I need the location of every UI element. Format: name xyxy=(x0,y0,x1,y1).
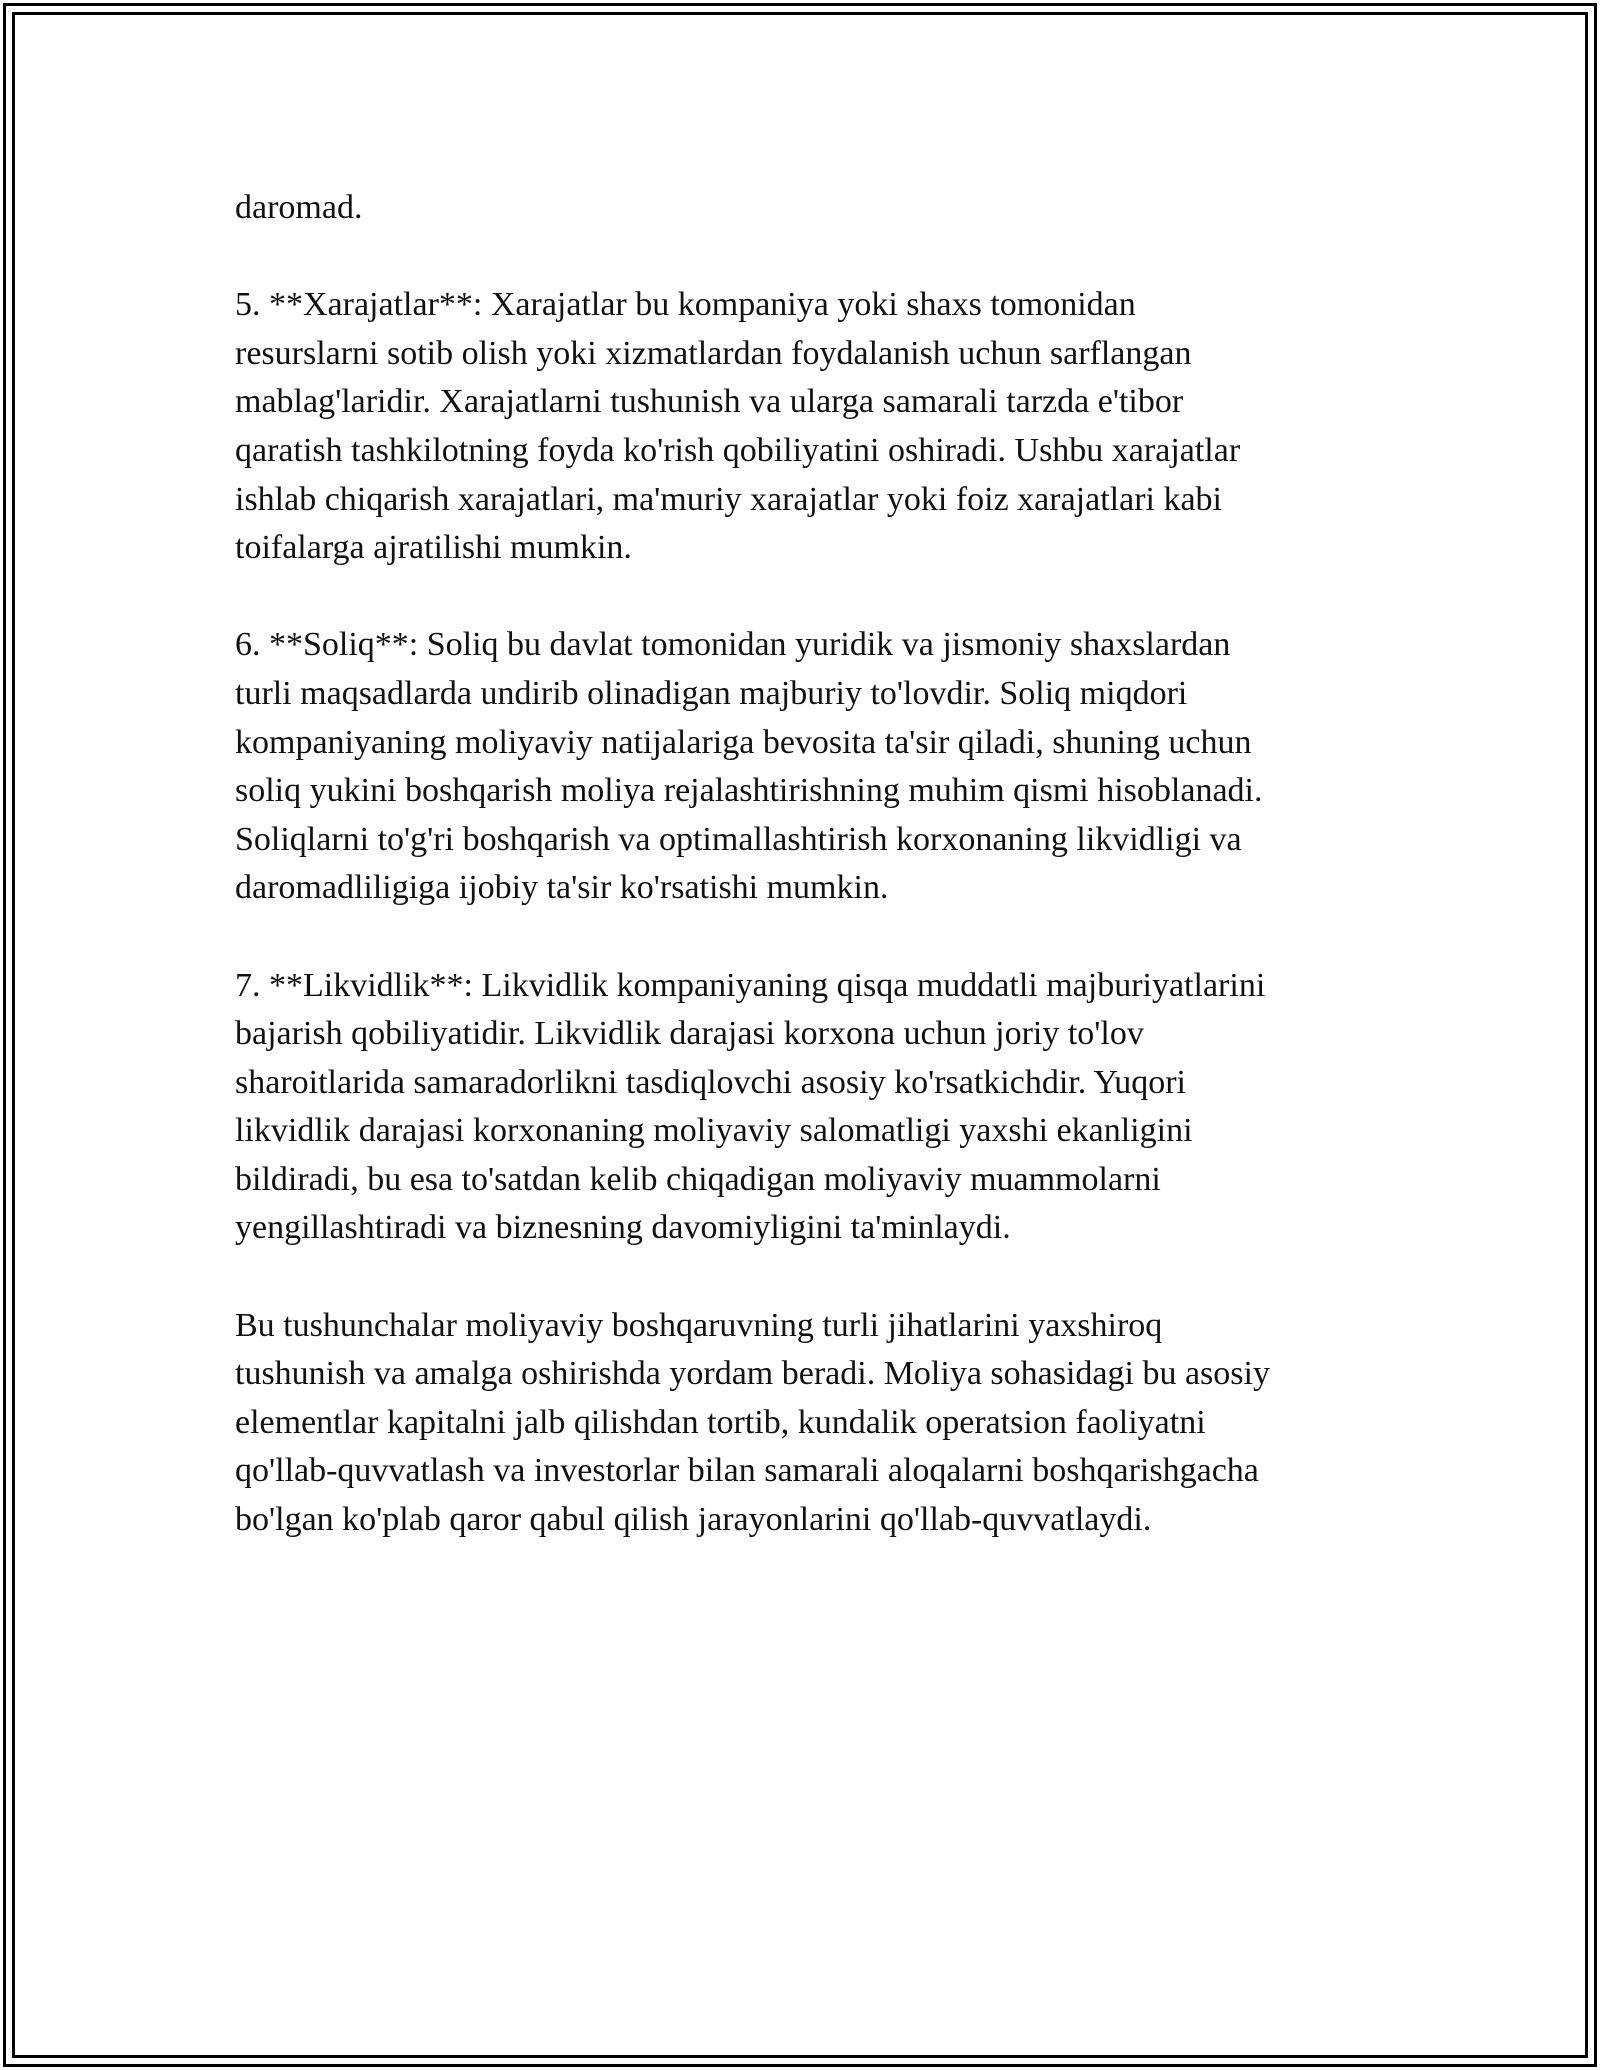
paragraph-continuation: daromad. xyxy=(235,189,363,226)
paragraph-soliq: 6. **Soliq**: Soliq bu davlat tomonidan yuridik va jismoniy shaxslardan turli maqsadlarda undirib olinadigan majburiy to'lovdir. Soliq miqdori kompaniyaning moliyaviy natijalariga bevosita ta'sir qiladi, shuning uchun soliq yukini boshqarish moliya rejalashtirishning muhim qismi hisoblanadi. Soliqlarni to'g'ri boshqarish va optimallashtirish korxonaning likvidligi va daromadliligiga ijobiy ta'sir ko'rsatishi mumkin. xyxy=(235,626,1263,907)
paragraph-xarajatlar: 5. **Xarajatlar**: Xarajatlar bu kompaniya yoki shaxs tomonidan resurslarni sotib olish yoki xizmatlardan foydalanish uchun sarflangan mablag'laridir. Xarajatlarni tushunish va ularga samarali tarzda e'tibor qaratish tashkilotning foyda ko'rish qobiliyatini oshiradi. Ushbu xarajatlar ishlab chiqarish xarajatlari, ma'muriy xarajatlar yoki foiz xarajatlari kabi toifalarga ajratilishi mumkin. xyxy=(235,286,1241,567)
paragraph-likvidlik: 7. **Likvidlik**: Likvidlik kompaniyaning qisqa muddatli majburiyatlarini bajarish qobiliyatidir. Likvidlik darajasi korxona uchun joriy to'lov sharoitlarida samaradorlikni tasdiqlovchi asosiy ko'rsatkichdir. Yuqori likvidlik darajasi korxonaning moliyaviy salomatligi yaxshi ekanligini bildiradi, bu esa to'satdan kelib chiqadigan moliyaviy muammolarni yengillashtiradi va biznesning davomiyligini ta'minlaydi. xyxy=(235,966,1266,1247)
document-body xyxy=(235,184,1375,1593)
paragraph-conclusion: Bu tushunchalar moliyaviy boshqaruvning turli jihatlarini yaxshiroq tushunish va amalga oshirishda yordam beradi. Moliya sohasidagi bu asosiy elementlar kapitalni jalb qilishdan tortib, kundalik operatsion faoliyatni qo'llab-quvvatlash va investorlar bilan samarali aloqalarni boshqarishgacha bo'lgan ko'plab qaror qabul qilish jarayonlarini qo'llab-quvvatlaydi. xyxy=(235,1306,1270,1539)
